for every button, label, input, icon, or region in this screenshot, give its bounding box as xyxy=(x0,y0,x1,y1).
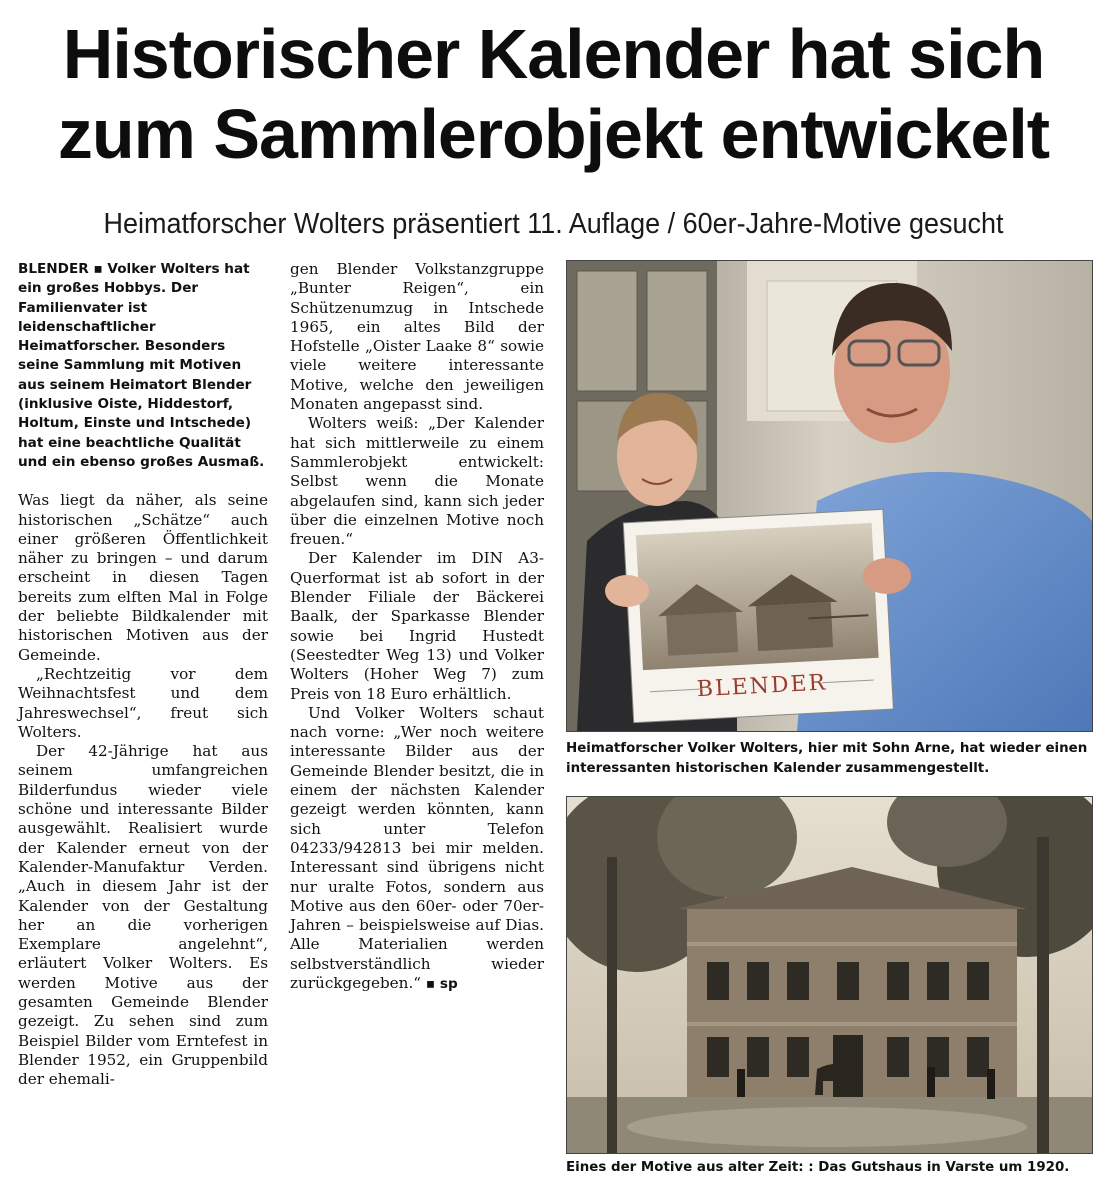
article-column-1 xyxy=(18,260,268,1089)
headline-line-2: zum Sammlerobjekt entwickelt xyxy=(57,95,1050,173)
lead-text: Volker Wolters hat ein großes Hobbys. Der Familienvater ist leidenschaftlicher Heimatforscher. Besonders seine Sammlung mit Motiven aus seinem Heimatort Blender (inklusive Oiste, Hiddestorf, Holtum, Einste und Intschede) hat eine beachtliche Qualität und ein ebenso großes Ausmaß. xyxy=(18,261,265,470)
headline-line-1: Historischer Kalender hat sich xyxy=(62,15,1045,93)
calendar-title: BLENDER xyxy=(696,670,828,703)
article-column-2 xyxy=(290,260,544,994)
lead-paragraph xyxy=(18,260,268,472)
photo-caption-2: Eines der Motive aus alter Zeit: : Das Gutshaus in Varste um 1920. xyxy=(566,1160,1070,1175)
body-paragraph: gen Blender Volkstanzgruppe „Bunter Reigen“, ein Schützenumzug in Intschede 1965, ein altes Bild der Hofstelle „Oister Laake 8“ sowie viele weitere interessante Motive, welche den jeweiligen Monaten angepasst sind. xyxy=(290,260,544,414)
body-paragraph: Der Kalender im DIN A3-Querformat ist ab sofort in der Blender Filiale der Bäckerei Baalk, der Sparkasse Blender sowie bei Ingrid Hustedt (Seestedter Weg 13) und Volker Wolters (Hoher Weg 7) zum Preis von 18 Euro erhältlich. xyxy=(290,549,544,703)
body-paragraph: Der 42-Jährige hat aus seinem umfangreichen Bilderfundus wieder viele schöne und interessante Bilder ausgewählt. Realisiert wurde der Kalender erneut von der Kalender-Manufaktur Verden. „Auch in diesem Jahr ist der Kalender von der Gestaltung her an die vorherigen Exemplare angelehnt“, erläutert Volker Wolters. Es werden Motive aus der gesamten Gemeinde Blender gezeigt. Zu sehen sind zum Beispiel Bilder vom Erntefest in Blender 1952, ein Gruppenbild der ehemali- xyxy=(18,742,268,1089)
body-paragraph xyxy=(290,704,544,994)
body-paragraph: „Rechtzeitig vor dem Weihnachtsfest und dem Jahreswechsel“, freut sich Wolters. xyxy=(18,664,268,741)
dateline: BLENDER xyxy=(18,261,89,277)
photo-caption-1: Heimatforscher Volker Wolters, hier mit Sohn Arne, hat wieder einen interessanten historischen Kalender zusammengestellt. xyxy=(566,741,1088,776)
closing-text: Und Volker Wolters schaut nach vorne: „Wer noch weitere interessante Bilder aus der Gemeinde Blender besitzt, die in einem der nächsten Kalender gezeigt werden könnten, kann sich unter Telefon 04233/942813 bei mir melden. Interessant sind übrigens nicht nur uralte Fotos, sondern aus Motive aus den 60er- oder 70er-Jahren – beispielsweise auf Dias. Alle Materialien werden selbstverständlich wieder zurückgegeben.“ xyxy=(290,703,544,992)
article-subheadline: Heimatforscher Wolters präsentiert 11. Auflage / 60er-Jahre-Motive gesucht xyxy=(103,208,1004,240)
body-paragraph: Was liegt da näher, als seine historischen „Schätze“ auch einer größeren Öffentlichkeit näher zu bringen – und darum erscheint in diesen Tagen bereits zum elften Mal in Folge der beliebte Bildkalender mit historischen Motiven aus der Gemeinde. xyxy=(18,491,268,664)
article-headline xyxy=(0,14,1107,174)
signature-bullet: ▪ xyxy=(425,975,436,992)
photo-gutshaus-varste xyxy=(566,796,1093,1154)
author-signature: sp xyxy=(439,975,458,992)
dateline-bullet: ▪ xyxy=(93,261,103,277)
photo-wolters-with-son xyxy=(566,260,1093,732)
body-paragraph: Wolters weiß: „Der Kalender hat sich mittlerweile zu einem Sammlerobjekt entwickelt: Selbst wenn die Monate abgelaufen sind, kann sich jeder über die einzelnen Motive noch freuen.“ xyxy=(290,414,544,549)
